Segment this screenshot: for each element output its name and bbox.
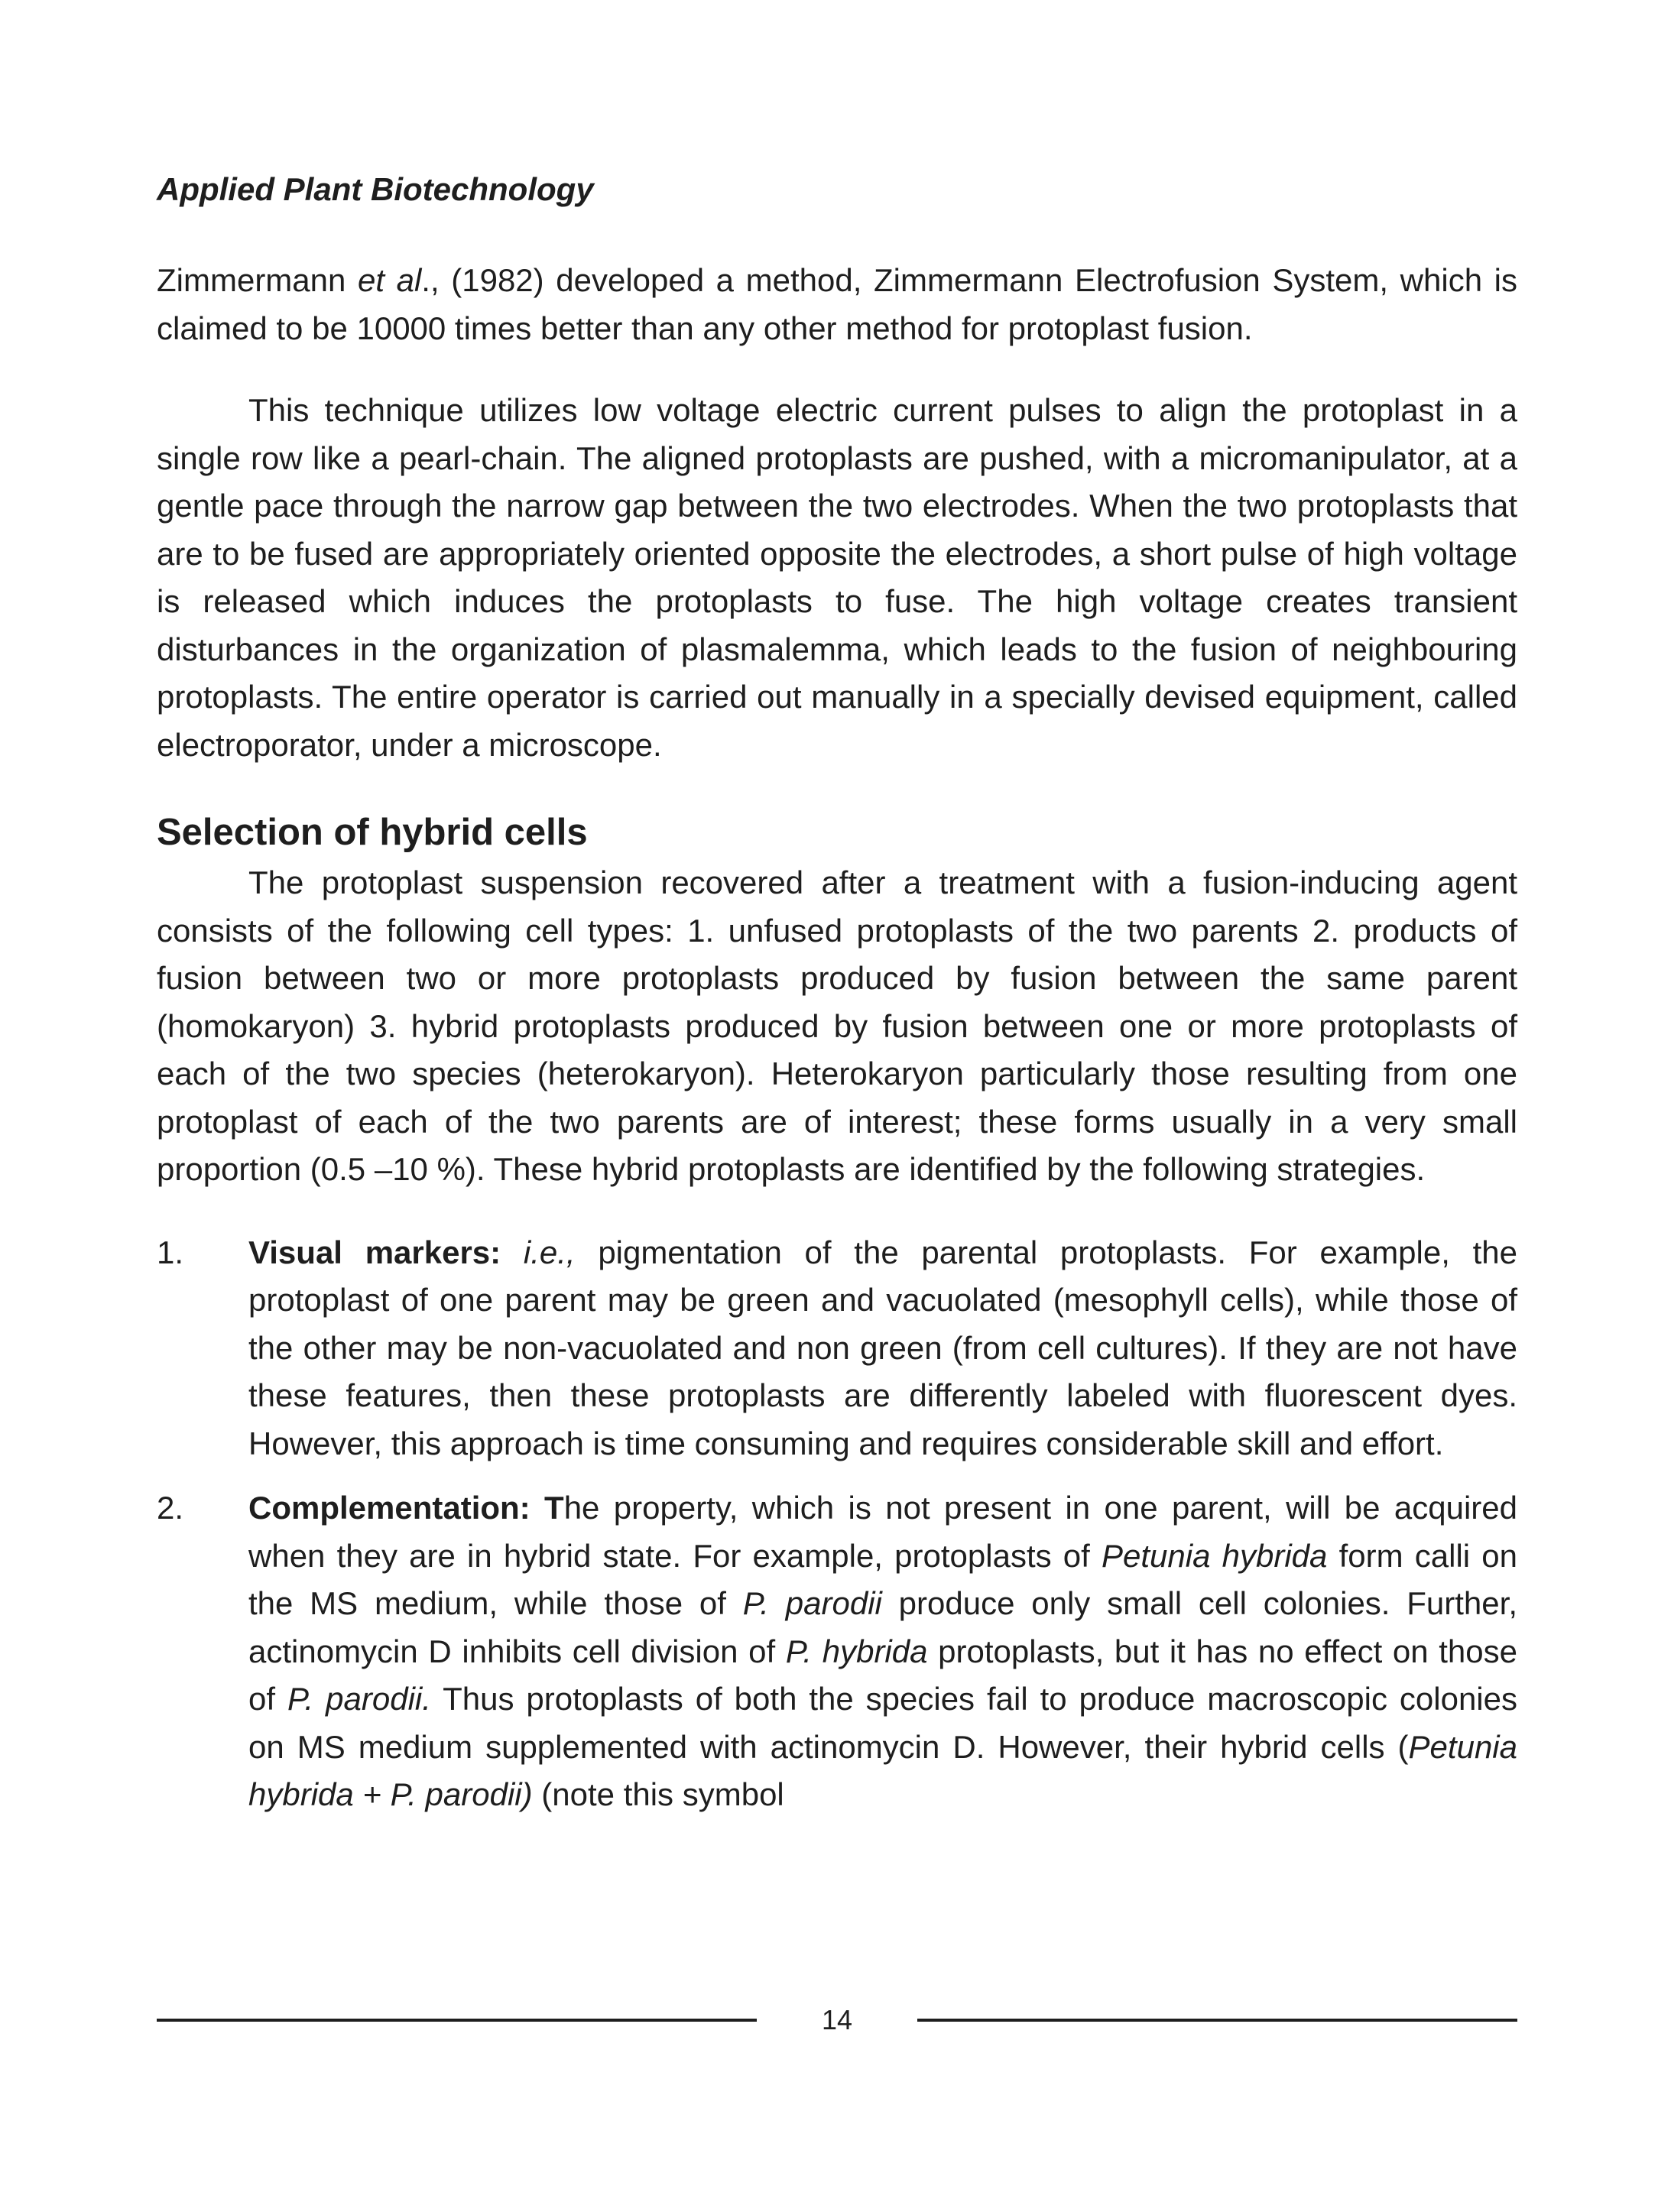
species-name: P. parodii. bbox=[287, 1681, 431, 1717]
list-number: 2. bbox=[157, 1490, 184, 1526]
page-number: 14 bbox=[821, 2004, 853, 2035]
species-name: P. parodii bbox=[742, 1585, 882, 1621]
list-item bbox=[157, 1484, 1517, 1819]
text-run: he property, which is not present in one parent, will be acquired when they are in hybrid state. For example, protoplasts of bbox=[248, 1490, 1517, 1574]
et-al: et al bbox=[357, 262, 422, 298]
intro-paragraph-2: This technique utilizes low voltage electric current pulses to align the protoplast in a single row like a pearl-chain. The aligned protoplasts are pushed, with a micromanipulator, at a gentle pace through the narrow gap between the two electrodes. When the two protoplasts that are to be fused are appropriately oriented opposite the electrodes, a short pulse of high voltage is released which induces the protoplasts to fuse. The high voltage creates transient disturbances in the organization of plasmalemma, which leads to the fusion of neighbouring protoplasts. The entire operator is carried out manually in a specially devised equipment, called electroporator, under a microscope. bbox=[157, 392, 1517, 763]
strategy-list bbox=[157, 1229, 1517, 1819]
ie-abbrev: i.e., bbox=[523, 1234, 576, 1270]
list-number: 1. bbox=[157, 1234, 184, 1270]
text-run: form calli on the MS medium, while those of bbox=[248, 1537, 1517, 1621]
list-term: Visual markers: bbox=[248, 1234, 501, 1270]
list-term: Complementation: T bbox=[248, 1490, 564, 1526]
text-run: Thus protoplasts of both the species fail to produce macroscopic colonies on MS medium supplemented with actinomycin D. However, their hybrid cells ( bbox=[248, 1681, 1517, 1765]
intro-paragraph-1 bbox=[157, 257, 1517, 352]
list-item-body: pigmentation of the parental protoplasts. For example, the protoplast of one parent may be green and vacuolated (mesophyll cells), while those of the other may be non-vacuolated and non green (from cell cultures). If they are not have these features, then these protoplasts are differently labeled with fluorescent dyes. However, this approach is time consuming and requires considerable skill and effort. bbox=[248, 1234, 1518, 1461]
section-heading: Selection of hybrid cells bbox=[157, 812, 588, 853]
list-item bbox=[157, 1229, 1517, 1468]
species-name: Petunia hybrida + P. parodii) bbox=[248, 1728, 1517, 1812]
list-item-text bbox=[248, 1229, 1517, 1468]
footer-rule-left bbox=[157, 2019, 757, 2022]
text-run: (note this symbol bbox=[532, 1776, 784, 1812]
page-content bbox=[157, 168, 1517, 1836]
text-run: produce only small cell colonies. Further, actinomycin D inhibits cell division of bbox=[248, 1585, 1517, 1669]
section-paragraph: The protoplast suspension recovered after a treatment with a fusion-inducing agent consists of the following cell types: 1. unfused protoplasts of the two parents 2. products of fusion between two or more protoplasts produced by fusion between the same parent (homokaryon) 3. hybrid protoplasts produced by fusion between one or more protoplasts of each of the two species (heterokaryon). Heterokaryon particularly those resulting from one protoplast of each of the two parents are of interest; these forms usually in a very small proportion (0.5 –10 %). These hybrid protoplasts are identified by the following strategies. bbox=[157, 864, 1517, 1187]
author-name: Zimmermann bbox=[157, 262, 358, 298]
footer-rule-right bbox=[917, 2019, 1517, 2022]
species-name: P. hybrida bbox=[785, 1633, 928, 1669]
page-footer bbox=[157, 1996, 1517, 2044]
running-title: Applied Plant Biotechnology bbox=[157, 171, 594, 207]
text-run: protoplasts, but it has no effect on those of bbox=[248, 1633, 1517, 1717]
species-name: Petunia hybrida bbox=[1102, 1537, 1328, 1574]
list-item-text bbox=[248, 1484, 1517, 1819]
intro-p1-rest: ., (1982) developed a method, Zimmermann Electrofusion System, which is claimed to be 10000 times better than any other method for protoplast fusion. bbox=[157, 262, 1517, 346]
